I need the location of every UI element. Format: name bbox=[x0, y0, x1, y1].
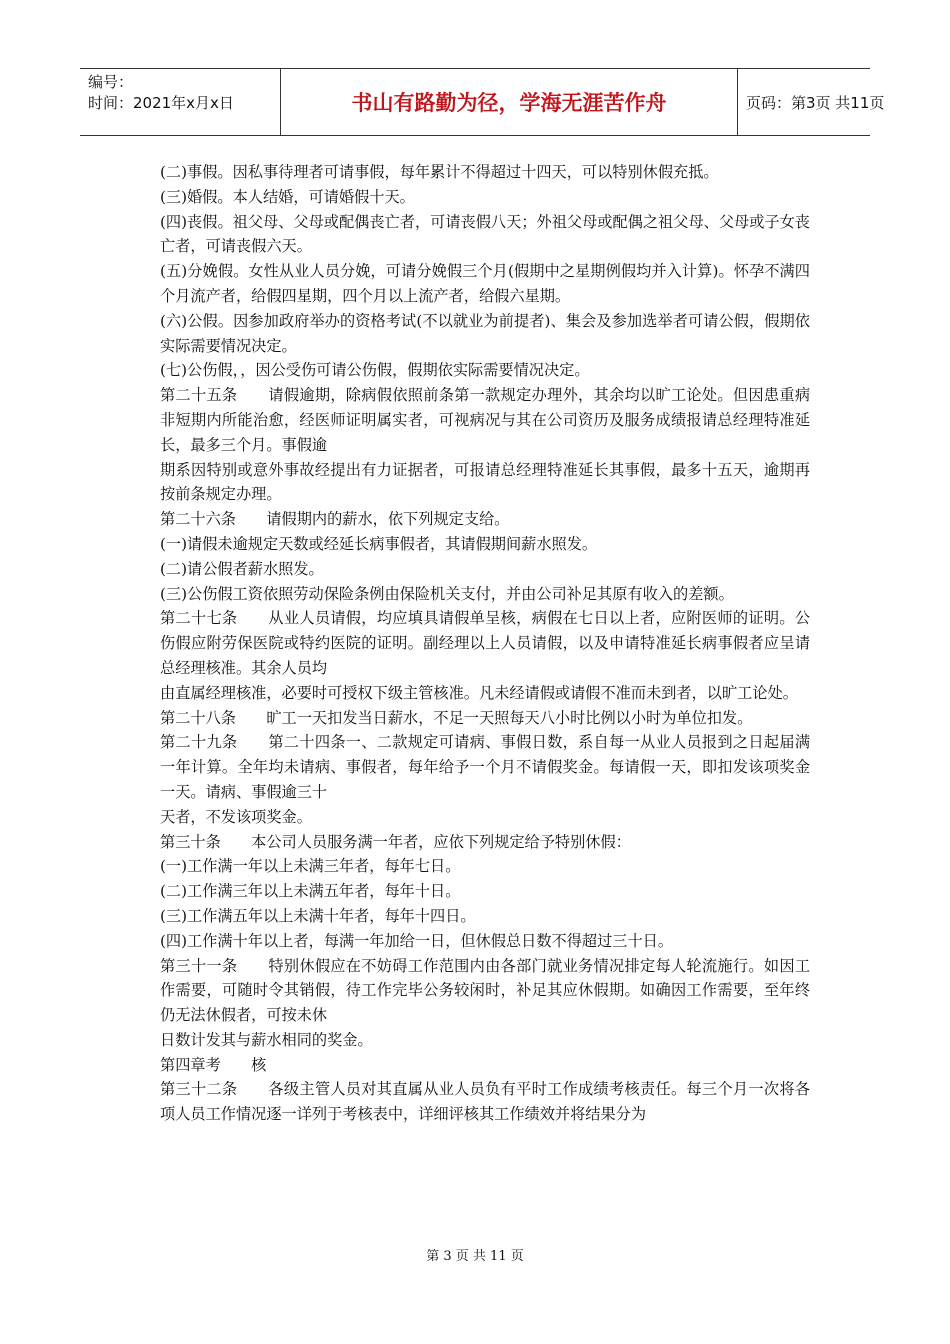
document-number-label: 编号： bbox=[88, 73, 134, 91]
paragraph: (一)请假未逾规定天数或经延长病事假者，其请假期间薪水照发。 bbox=[160, 534, 598, 553]
paragraph: (七)公伤假，，因公受伤可请公伤假，假期依实际需要情况决定。 bbox=[160, 361, 590, 380]
paragraph: 第三十二条 各级主管人员对其直属从业人员负有平时工作成绩考核责任。每三个月一次将各项人员工作情况逐一详列于考核表中，详细评核其工作绩效并将结果分为 bbox=[160, 1080, 810, 1124]
paragraph: 第二十九条 第二十四条一、二款规定可请病、事假日数，系自每一从业人员报到之日起届满一年计算。全年均未请病、事假者，每年给予一个月不请假奖金。每请假一天，即扣发该项奖金一天。请病、事假逾三十 bbox=[160, 733, 810, 801]
paragraph: (四)丧假。祖父母、父母或配偶丧亡者，可请丧假八天；外祖父母或配偶之祖父母、父母或子女丧亡者，可请丧假六天。 bbox=[160, 212, 810, 256]
paragraph: 第四章考 核 bbox=[160, 1055, 267, 1074]
paragraph: 日数计发其与薪水相同的奖金。 bbox=[160, 1030, 373, 1049]
paragraph: 天者，不发该项奖金。 bbox=[160, 807, 312, 826]
paragraph: (三)婚假。本人结婚，可请婚假十天。 bbox=[160, 187, 415, 206]
paragraph: (三)工作满五年以上未满十年者，每年十四日。 bbox=[160, 906, 476, 925]
paragraph: (三)公伤假工资依照劳动保险条例由保险机关支付，并由公司补足其原有收入的差额。 bbox=[160, 584, 734, 603]
page-header bbox=[80, 68, 885, 136]
paragraph: (二)请公假者薪水照发。 bbox=[160, 559, 324, 578]
paragraph: 第三十一条 特别休假应在不妨碍工作范围内由各部门就业务情况排定每人轮流施行。如因工作需要，可随时令其销假，待工作完毕公务较闲时，补足其应休假期。如确因工作需要，至年终仍无法休假者，可按未休 bbox=[160, 956, 810, 1025]
paragraph: 由直属经理核准，必要时可授权下级主管核准。凡未经请假或请假不准而未到者，以旷工论处。 bbox=[160, 683, 798, 702]
document-body bbox=[160, 160, 810, 1127]
paragraph: (一)工作满一年以上未满三年者，每年七日。 bbox=[160, 857, 461, 876]
paragraph: 第二十五条 请假逾期，除病假依照前条第一款规定办理外，其余均以旷工论处。但因患重病非短期内所能治愈，经医师证明属实者，可视病况与其在公司资历及服务成绩报请总经理特准延长，最多三个月。事假逾 bbox=[160, 386, 810, 454]
paragraph: (二)工作满三年以上未满五年者，每年十日。 bbox=[160, 882, 461, 901]
paragraph: 第三十条 本公司人员服务满一年者，应依下列规定给予特别休假： bbox=[160, 832, 631, 851]
header-motto: 书山有路勤为径，学海无涯苦作舟 bbox=[281, 69, 738, 135]
header-page-number: 页码：第3页 共11页 bbox=[746, 93, 885, 112]
paragraph: (六)公假。因参加政府举办的资格考试(不以就业为前提者)、集会及参加选举者可请公假，假期依实际需要情况决定。 bbox=[160, 311, 810, 355]
document-time-label: 时间：2021年x月x日 bbox=[88, 94, 234, 112]
paragraph: 期系因特别或意外事故经提出有力证据者，可报请总经理特准延长其事假，最多十五天，逾期再按前条规定办理。 bbox=[160, 460, 810, 504]
paragraph: 第二十八条 旷工一天扣发当日薪水，不足一天照每天八小时比例以小时为单位扣发。 bbox=[160, 708, 753, 727]
paragraph: (二)事假。因私事待理者可请事假，每年累计不得超过十四天，可以特别休假充抵。 bbox=[160, 163, 719, 181]
paragraph: (五)分娩假。女性从业人员分娩，可请分娩假三个月(假期中之星期例假均并入计算)。怀孕不满四个月流产者，给假四星期，四个月以上流产者，给假六星期。 bbox=[160, 262, 810, 305]
page-footer: 第 3 页 共 11 页 bbox=[426, 1249, 524, 1264]
paragraph: 第二十六条 请假期内的薪水，依下列规定支给。 bbox=[160, 510, 510, 529]
paragraph: (四)工作满十年以上者，每满一年加给一日，但休假总日数不得超过三十日。 bbox=[160, 931, 674, 950]
paragraph: 第二十七条 从业人员请假，均应填具请假单呈核，病假在七日以上者，应附医师的证明。公伤假应附劳保医院或特约医院的证明。副经理以上人员请假，以及申请特准延长病事假者应呈请总经理核准。其余人员均 bbox=[160, 609, 810, 677]
header-meta bbox=[80, 69, 281, 135]
